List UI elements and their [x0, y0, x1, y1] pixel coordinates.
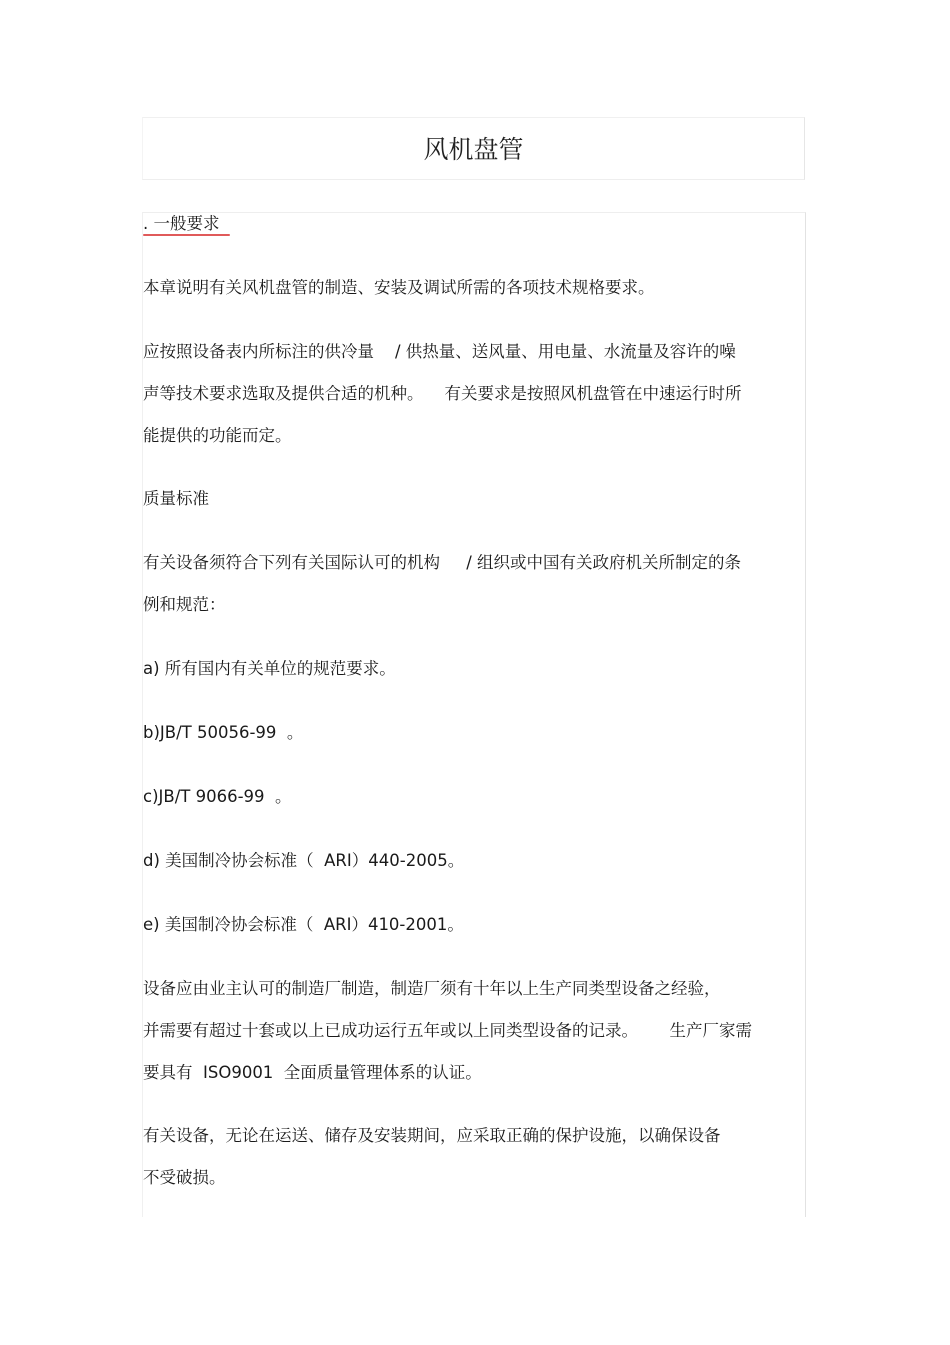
list-item: d) 美国制冷协会标准（ ARI）440-2005。: [143, 851, 465, 870]
list-item: a) 所有国内有关单位的规范要求。: [143, 659, 396, 678]
paragraph-line: 能提供的功能而定。: [143, 426, 292, 445]
paragraph-line: 例和规范：: [143, 595, 226, 614]
paragraph-line: 本章说明有关风机盘管的制造、安装及调试所需的各项技术规格要求。: [143, 278, 655, 297]
spellcheck-underline: [143, 234, 230, 236]
paragraph-line: 有关设备，无论在运送、储存及安装期间，应采取正确的保护设施，以确保设备: [143, 1126, 721, 1145]
paragraph-line: 声等技术要求选取及提供合适的机种。 有关要求是按照风机盘管在中速运行时所: [143, 384, 742, 403]
paragraph-line: 并需要有超过十套或以上已成功运行五年或以上同类型设备的记录。 生产厂家需: [143, 1021, 752, 1040]
list-item: e) 美国制冷协会标准（ ARI）410-2001。: [143, 915, 464, 934]
paragraph-line: 应按照设备表内所标注的供冷量 / 供热量、送风量、用电量、水流量及容许的噪: [143, 342, 736, 361]
section-heading: . 一般要求: [143, 214, 220, 233]
list-item: b)JB/T 50056-99 。: [143, 723, 304, 742]
paragraph-line: 有关设备须符合下列有关国际认可的机构 / 组织或中国有关政府机关所制定的条: [143, 553, 742, 572]
list-item: c)JB/T 9066-99 。: [143, 787, 292, 806]
page-title: 风机盘管: [423, 135, 524, 164]
paragraph-line: 要具有 ISO9001 全面质量管理体系的认证。: [143, 1063, 482, 1082]
paragraph-line: 不受破损。: [143, 1168, 226, 1187]
subheading: 质量标准: [143, 489, 209, 508]
title-box: [142, 117, 805, 180]
paragraph-line: 设备应由业主认可的制造厂制造，制造厂须有十年以上生产同类型设备之经验，: [143, 979, 721, 998]
